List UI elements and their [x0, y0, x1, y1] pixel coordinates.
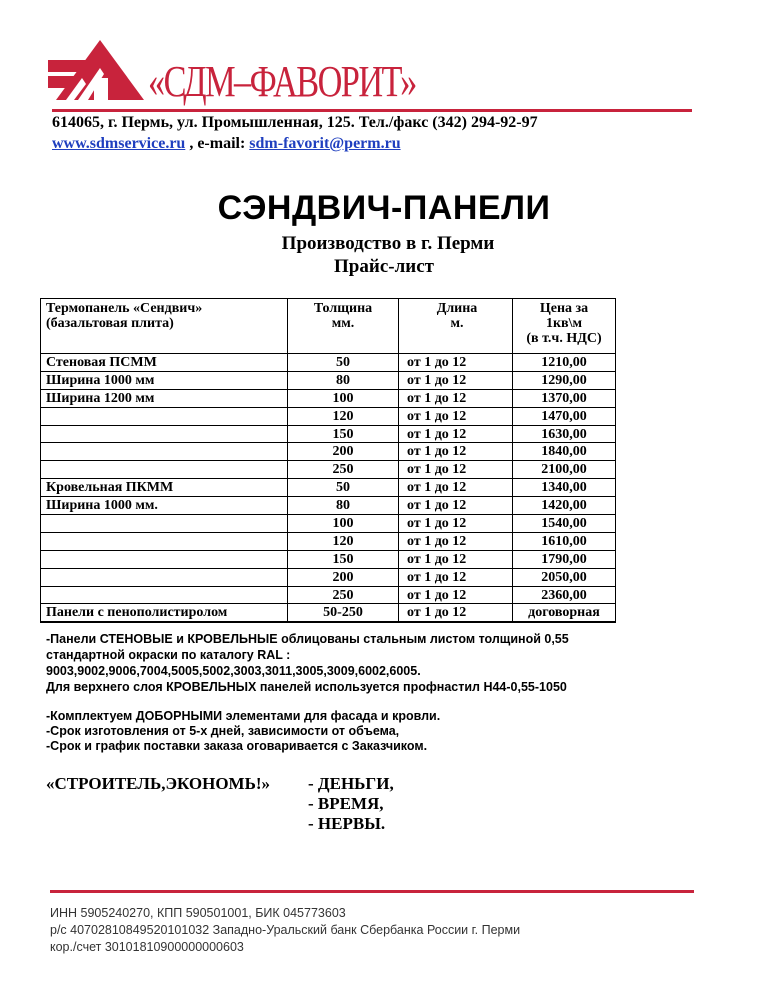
- table-row: [41, 532, 616, 550]
- product-cell: [41, 568, 288, 586]
- thickness-cell: 50: [288, 354, 399, 372]
- table-row: [41, 371, 616, 389]
- length-cell: от 1 до 12: [399, 532, 513, 550]
- note-line: -Срок изготовления от 5-х дней, зависимости от объема,: [46, 724, 400, 738]
- table-row: [41, 407, 616, 425]
- thickness-cell: 80: [288, 497, 399, 515]
- thickness-cell: 150: [288, 425, 399, 443]
- price-cell: 1420,00: [513, 497, 616, 515]
- length-cell: от 1 до 12: [399, 586, 513, 604]
- thickness-cell: 150: [288, 550, 399, 568]
- price-table: [40, 298, 616, 623]
- brand-name: «СДМ–ФАВОРИТ»: [148, 57, 416, 106]
- thickness-cell: 120: [288, 407, 399, 425]
- price-cell: 1290,00: [513, 371, 616, 389]
- header-divider: [52, 109, 692, 112]
- table-row: [41, 515, 616, 533]
- length-cell: от 1 до 12: [399, 407, 513, 425]
- email-link[interactable]: sdm-favorit@perm.ru: [249, 135, 401, 152]
- length-cell: от 1 до 12: [399, 604, 513, 622]
- thickness-cell: 200: [288, 568, 399, 586]
- page-title: СЭНДВИЧ-ПАНЕЛИ: [217, 189, 551, 227]
- thickness-cell: 50-250: [288, 604, 399, 622]
- thickness-cell: 200: [288, 443, 399, 461]
- table-row: [41, 550, 616, 568]
- product-cell: Ширина 1000 мм.: [41, 497, 288, 515]
- thickness-cell: 100: [288, 515, 399, 533]
- product-cell: [41, 443, 288, 461]
- slogan-item: - ВРЕМЯ,: [308, 794, 384, 813]
- length-cell: от 1 до 12: [399, 461, 513, 479]
- length-cell: от 1 до 12: [399, 425, 513, 443]
- length-cell: от 1 до 12: [399, 568, 513, 586]
- table-row: [41, 497, 616, 515]
- price-cell: 1340,00: [513, 479, 616, 497]
- product-cell: Стеновая ПСММ: [41, 354, 288, 372]
- price-cell: 1840,00: [513, 443, 616, 461]
- note-line: 9003,9002,9006,7004,5005,5002,3003,3011,3005,3009,6002,6005.: [46, 664, 421, 678]
- slogan: «СТРОИТЕЛЬ,ЭКОНОМЬ!»: [46, 774, 271, 793]
- thickness-cell: 250: [288, 461, 399, 479]
- table-row: [41, 479, 616, 497]
- note-line: Для верхнего слоя КРОВЕЛЬНЫХ панелей используется профнастил Н44-0,55-1050: [46, 680, 567, 694]
- footer-requisites: ИНН 5905240270, КПП 590501001, БИК 045773603: [50, 906, 346, 920]
- price-cell: 2360,00: [513, 586, 616, 604]
- table-row: [41, 604, 616, 622]
- price-cell: 1540,00: [513, 515, 616, 533]
- price-cell: 1630,00: [513, 425, 616, 443]
- header-product: Термопанель «Сендвич» (базальтовая плита): [41, 299, 288, 354]
- length-cell: от 1 до 12: [399, 550, 513, 568]
- website-link[interactable]: www.sdmservice.ru: [52, 135, 186, 152]
- price-cell: 1790,00: [513, 550, 616, 568]
- price-cell: 1470,00: [513, 407, 616, 425]
- product-cell: Кровельная ПКММ: [41, 479, 288, 497]
- header-price: Цена за 1кв\м (в т.ч. НДС): [513, 299, 616, 354]
- price-cell: 1610,00: [513, 532, 616, 550]
- price-cell: 2050,00: [513, 568, 616, 586]
- slogan-item: - ДЕНЬГИ,: [308, 774, 394, 793]
- thickness-cell: 250: [288, 586, 399, 604]
- footer-corr-account: кор./счет 30101810900000000603: [50, 940, 244, 954]
- thickness-cell: 50: [288, 479, 399, 497]
- price-cell: 1210,00: [513, 354, 616, 372]
- note-line: -Срок и график поставки заказа оговаривается с Заказчиком.: [46, 739, 428, 753]
- note-line: -Панели СТЕНОВЫЕ и КРОВЕЛЬНЫЕ облицованы стальным листом толщиной 0,55: [46, 632, 569, 646]
- thickness-cell: 100: [288, 389, 399, 407]
- product-cell: [41, 515, 288, 533]
- price-cell: 2100,00: [513, 461, 616, 479]
- product-cell: [41, 550, 288, 568]
- table-row: [41, 443, 616, 461]
- length-cell: от 1 до 12: [399, 371, 513, 389]
- product-cell: [41, 461, 288, 479]
- footer-bank-account: р/с 40702810849520101032 Западно-Уральский банк Сбербанка России г. Перми: [50, 923, 521, 937]
- price-cell: договорная: [513, 604, 616, 622]
- table-row: [41, 568, 616, 586]
- length-cell: от 1 до 12: [399, 389, 513, 407]
- header-thickness: Толщина мм.: [288, 299, 399, 354]
- length-cell: от 1 до 12: [399, 354, 513, 372]
- email-prefix: , e-mail:: [185, 135, 250, 152]
- header-length: Длина м.: [399, 299, 513, 354]
- thickness-cell: 120: [288, 532, 399, 550]
- length-cell: от 1 до 12: [399, 479, 513, 497]
- product-cell: Ширина 1200 мм: [41, 389, 288, 407]
- table-row: [41, 354, 616, 372]
- table-row: [41, 425, 616, 443]
- product-cell: [41, 425, 288, 443]
- logo-icon: [48, 38, 148, 104]
- pricelist-label: Прайс-лист: [334, 256, 434, 277]
- price-cell: 1370,00: [513, 389, 616, 407]
- length-cell: от 1 до 12: [399, 443, 513, 461]
- product-cell: Панели с пенополистиролом: [41, 604, 288, 622]
- product-cell: [41, 586, 288, 604]
- table-row: [41, 461, 616, 479]
- thickness-cell: 80: [288, 371, 399, 389]
- length-cell: от 1 до 12: [399, 497, 513, 515]
- footer-divider: [50, 890, 694, 893]
- page-subtitle: Производство в г. Перми: [281, 233, 495, 254]
- table-row: [41, 586, 616, 604]
- length-cell: от 1 до 12: [399, 515, 513, 533]
- table-header-row: [41, 299, 616, 354]
- contact-line: [52, 135, 401, 153]
- table-row: [41, 389, 616, 407]
- company-address: 614065, г. Пермь, ул. Промышленная, 125. Тел./факс (342) 294-92-97: [52, 114, 538, 131]
- note-line: стандартной окраски по каталогу RAL :: [46, 648, 291, 662]
- product-cell: [41, 407, 288, 425]
- product-cell: Ширина 1000 мм: [41, 371, 288, 389]
- slogan-item: - НЕРВЫ.: [308, 814, 386, 833]
- product-cell: [41, 532, 288, 550]
- note-line: -Комплектуем ДОБОРНЫМИ элементами для фасада и кровли.: [46, 709, 441, 723]
